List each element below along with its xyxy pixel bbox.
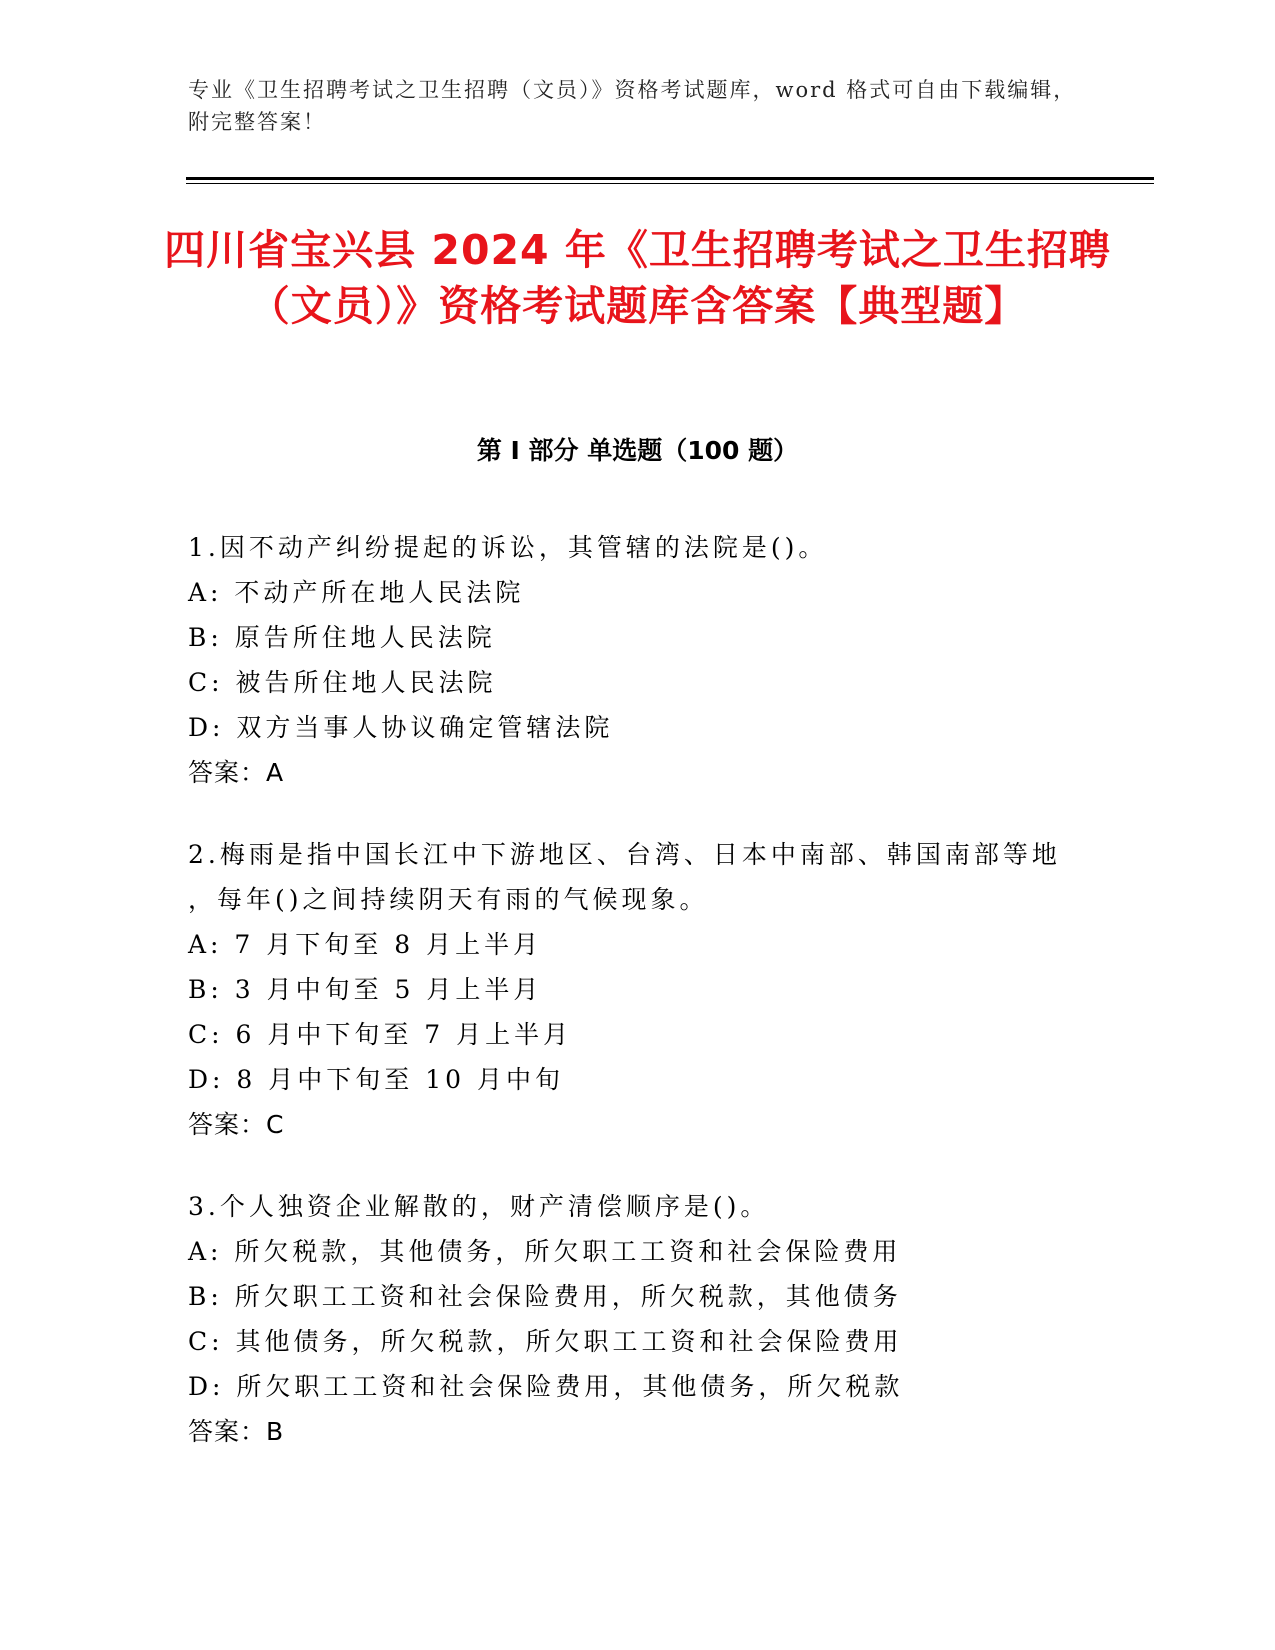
question-stem: 3.个人独资企业解散的，财产清偿顺序是()。 (188, 1192, 770, 1221)
question-3 (188, 1184, 1088, 1454)
answer: 答案：B (188, 1417, 285, 1446)
answer: 答案：A (188, 758, 285, 787)
option-b: B: 所欠职工工资和社会保险费用，所欠税款，其他债务 (188, 1282, 902, 1311)
option-c: C: 被告所住地人民法院 (188, 668, 497, 697)
option-c: C: 其他债务，所欠税款，所欠职工工资和社会保险费用 (188, 1327, 903, 1356)
header-note: 专业《卫生招聘考试之卫生招聘（文员）》资格考试题库，word 格式可自由下载编辑，附完整答案！ (188, 78, 1077, 134)
option-d: D: 8 月中下旬至 10 月中旬 (188, 1065, 564, 1094)
option-b: B: 3 月中旬至 5 月上半月 (188, 975, 543, 1004)
question-list (188, 525, 1088, 1491)
option-b: B: 原告所住地人民法院 (188, 623, 496, 652)
part-heading: 第 I 部分 单选题（100 题） (476, 436, 799, 465)
question-stem-continued: ，每年()之间持续阴天有雨的气候现象。 (188, 885, 709, 914)
option-d: D: 双方当事人协议确定管辖法院 (188, 713, 614, 742)
document-title: 四川省宝兴县 2024 年《卫生招聘考试之卫生招聘（文员）》资格考试题库含答案【典型题】 (164, 226, 1111, 330)
header-divider-thin (186, 183, 1154, 184)
question-stem: 2.梅雨是指中国长江中下游地区、台湾、日本中南部、韩国南部等地 (188, 840, 1061, 869)
option-d: D: 所欠职工工资和社会保险费用，其他债务，所欠税款 (188, 1372, 904, 1401)
question-2 (188, 832, 1088, 1147)
option-a: A: 不动产所在地人民法院 (188, 578, 525, 607)
option-a: A: 7 月下旬至 8 月上半月 (188, 930, 543, 959)
header-divider-thick (186, 177, 1154, 180)
option-a: A: 所欠税款，其他债务，所欠职工工资和社会保险费用 (188, 1237, 902, 1266)
answer: 答案：C (188, 1110, 285, 1139)
option-c: C: 6 月中下旬至 7 月上半月 (188, 1020, 573, 1049)
question-1 (188, 525, 1088, 795)
question-stem: 1.因不动产纠纷提起的诉讼，其管辖的法院是()。 (188, 533, 828, 562)
